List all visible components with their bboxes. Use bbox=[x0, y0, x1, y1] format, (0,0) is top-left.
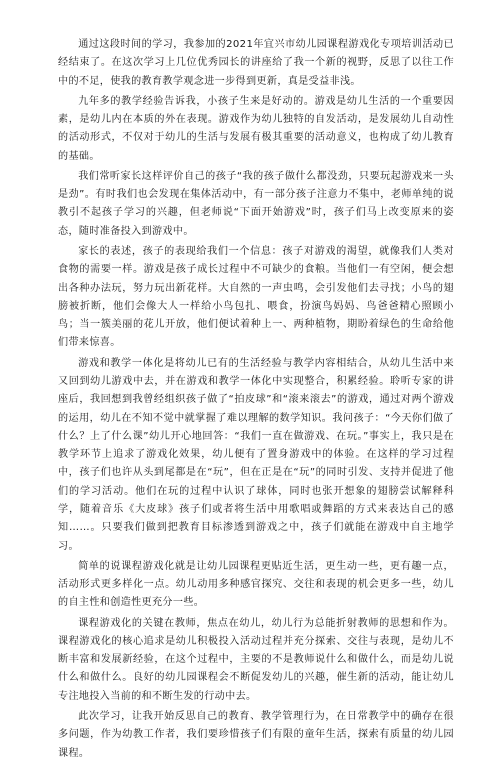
paragraph-2: 九年多的教学经验告诉我，小孩子生来是好动的。游戏是幼儿生活的一个重要因素，是幼儿内在本质的外在表现。游戏作为幼儿独特的自发活动，是发展幼儿自动性的活动形式，不仅对于幼儿的生活与发展有极其重要的活动意义，也构成了幼儿教育的基础。 bbox=[58, 95, 454, 162]
paragraph-8: 此次学习，让我开始反思自己的教育、教学管理行为，在日常教学中的确存在很多问题，作为幼教工作者，我们要珍惜孩子们有限的童年生活，探索有质量的幼儿园课程。 bbox=[58, 710, 454, 759]
paragraph-7: 课程游戏化的关键在教师，焦点在幼儿，幼儿行为总能折射教师的思想和作为。课程游戏化的核心追求是幼儿积极投入活动过程并充分探索、交往与表现，是幼儿不断丰富和发展新经验，在这个过程中，主要的不是教师说什么和做什么，而是幼儿说什么和做什么。良好的幼儿园课程会不断促发幼儿的兴趣，催生新的活动，能让幼儿专注地投入当前的和不断生发的行动中去。 bbox=[58, 617, 454, 702]
paragraph-5: 游戏和教学一体化是将幼儿已有的生活经验与教学内容相结合，从幼儿生活中来又回到幼儿游戏中去，并在游戏和教学一体化中实现整合，积累经验。聆听专家的讲座后，我回想到我曾经组织孩子做了“拍皮球”和“滚来滚去”的游戏，通过对两个游戏的运用，幼儿在不知不觉中就掌握了难以理解的数学知识。我问孩子：“今天你们做了什么？上了什么课”幼儿开心地回答：“我们一直在做游戏、在玩。”事实上，我只是在教学环节上追求了游戏化效果，幼儿便有了置身游戏中的体验。在这样的学习过程中，孩子们也许从头到尾都是在“玩”，但在正是在“玩”的同时引发、支持并促进了他们的学习活动。他们在玩的过程中认识了球体，同时也张开想象的翅膀尝试解释科学，随着音乐《大皮球》孩子们或者将生活中用歌唱或舞蹈的方式来表达自己的感知……。只要我们做到把教育目标渗透到游戏之中，孩子们就能在游戏中自主地学习。 bbox=[58, 357, 454, 552]
paragraph-3: 我们常听家长这样评价自己的孩子“我的孩子做什么都没劲，只要玩起游戏来一头是劲”。有时我们也会发现在集体活动中，有一部分孩子注意力不集中，老师单纯的说教引不起孩子学习的兴趣，但老师说“下面开始游戏”时，孩子们马上改变原来的姿态，随时准备投入到游戏中。 bbox=[58, 170, 454, 237]
paragraph-1: 通过这段时间的学习，我参加的2021年宜兴市幼儿园课程游戏化专项培训活动已经结束了。在这次学习上几位优秀园长的讲座给了我一个新的视野，反思了以往工作中的不足，使我的教育教学观念进一步得到更新，真是受益非浅。 bbox=[58, 39, 454, 87]
paragraph-6: 简单的说课程游戏化就是让幼儿园课程更贴近生活，更生动一些，更有趣一点，活动形式更多样化一点。幼儿动用多种感官探究、交往和表现的机会更多一些，幼儿的自主性和创造性更充分一些。 bbox=[58, 560, 454, 609]
paragraph-4: 家长的表述，孩子的表现给我们一个信息：孩子对游戏的渴望，就像我们人类对食物的需要一样。游戏是孩子成长过程中不可缺少的食粮。当他们一有空闲，便会想出各种办法玩，努力玩出新花样。大自然的一声虫鸣，会引发他们去寻找；小鸟的翅膀被折断，他们会像大人一样给小鸟包扎、喂食，扮演鸟妈妈、鸟爸爸精心照顾小鸟；当一簇美丽的花儿开放，他们便试着种上一、两种植物，期盼着绿色的生命给他们带来惊喜。 bbox=[58, 245, 454, 349]
